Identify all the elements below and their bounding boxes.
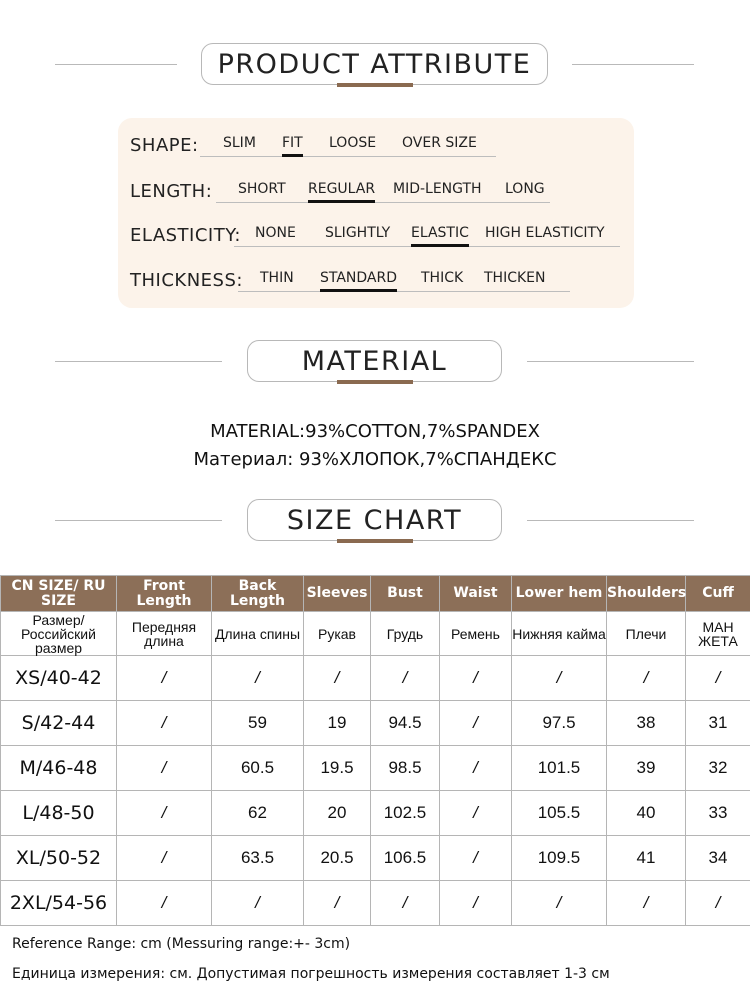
table-cell: / — [371, 881, 440, 926]
table-cell: 20.5 — [304, 836, 371, 881]
table-cell: / — [117, 836, 212, 881]
size-cell: XS/40-42 — [1, 656, 117, 701]
table-cell: / — [117, 656, 212, 701]
table-cell: / — [371, 656, 440, 701]
table-row — [1, 836, 750, 881]
table-cell: / — [304, 656, 371, 701]
header-right-rule — [527, 361, 694, 362]
column-header-ru: Передняя длина — [117, 612, 212, 656]
attribute-section-header — [0, 43, 750, 93]
table-row — [1, 791, 750, 836]
table-cell: / — [117, 701, 212, 746]
size-chart-title-pill — [247, 499, 502, 541]
table-cell: 59 — [212, 701, 304, 746]
attr-option: LOOSE — [329, 135, 377, 151]
attr-row-length — [118, 178, 634, 218]
table-cell: / — [212, 881, 304, 926]
header-left-rule — [55, 361, 222, 362]
attr-label: THICKNESS: — [130, 270, 243, 291]
table-cell: 109.5 — [512, 836, 607, 881]
table-cell: 38 — [607, 701, 686, 746]
table-cell: / — [440, 881, 512, 926]
table-cell: 20 — [304, 791, 371, 836]
material-section-header — [0, 340, 750, 390]
table-header-ru-row — [1, 612, 750, 656]
material-title-pill — [247, 340, 502, 382]
table-cell: / — [440, 701, 512, 746]
table-cell: 101.5 — [512, 746, 607, 791]
attr-option: HIGH ELASTICITY — [485, 225, 605, 241]
table-cell: 94.5 — [371, 701, 440, 746]
attr-label: LENGTH: — [130, 181, 213, 202]
attr-option: SHORT — [238, 181, 286, 197]
column-header: Sleeves — [304, 576, 371, 612]
table-cell: 102.5 — [371, 791, 440, 836]
header-accent-bar — [337, 83, 413, 87]
table-header-row — [1, 576, 750, 612]
table-cell: / — [440, 656, 512, 701]
table-row — [1, 656, 750, 701]
size-chart-table — [0, 575, 750, 926]
table-cell: 39 — [607, 746, 686, 791]
size-cell: XL/50-52 — [1, 836, 117, 881]
table-cell: / — [686, 881, 750, 926]
column-header: Lower hem — [512, 576, 607, 612]
table-cell: / — [117, 791, 212, 836]
column-header-ru: Нижняя кайма — [512, 612, 607, 656]
table-cell: / — [512, 881, 607, 926]
reference-note-en: Reference Range: cm (Messuring range:+- 3cm) — [12, 936, 351, 952]
attribute-title: PRODUCT ATTRIBUTE — [217, 48, 532, 80]
column-header-ru: Длина спины — [212, 612, 304, 656]
column-header-ru: Рукав — [304, 612, 371, 656]
attr-option: LONG — [505, 181, 545, 197]
attribute-panel — [118, 118, 634, 308]
column-header: Shoulders — [607, 576, 686, 612]
size-chart-section-header — [0, 499, 750, 549]
size-cell: L/48-50 — [1, 791, 117, 836]
table-cell: / — [607, 881, 686, 926]
table-cell: 41 — [607, 836, 686, 881]
header-accent-bar — [337, 539, 413, 543]
table-row — [1, 701, 750, 746]
attr-baseline — [216, 202, 550, 203]
table-cell: 63.5 — [212, 836, 304, 881]
table-cell: / — [607, 656, 686, 701]
attr-option: THICK — [421, 270, 464, 286]
table-cell: 33 — [686, 791, 750, 836]
column-header-ru: Ремень — [440, 612, 512, 656]
attr-option: OVER SIZE — [402, 135, 477, 151]
table-row — [1, 746, 750, 791]
table-cell: 60.5 — [212, 746, 304, 791]
attr-option: THIN — [260, 270, 294, 286]
table-cell: 31 — [686, 701, 750, 746]
attr-option-selected: REGULAR — [308, 181, 376, 197]
attr-row-thickness — [118, 267, 634, 307]
attr-label: ELASTICITY: — [130, 225, 241, 246]
attr-option: SLIGHTLY — [325, 225, 391, 241]
attr-option: NONE — [255, 225, 296, 241]
table-cell: 40 — [607, 791, 686, 836]
material-line-ru: Материал: 93%ХЛОПОК,7%СПАНДЕКС — [193, 449, 557, 470]
column-header-ru: МАН ЖЕТА — [686, 612, 750, 656]
size-cell: 2XL/54-56 — [1, 881, 117, 926]
table-cell: 98.5 — [371, 746, 440, 791]
column-header-ru: Плечи — [607, 612, 686, 656]
table-cell: / — [512, 656, 607, 701]
header-right-rule — [527, 520, 694, 521]
attr-row-elasticity — [118, 222, 634, 262]
table-cell: 34 — [686, 836, 750, 881]
size-cell: M/46-48 — [1, 746, 117, 791]
column-header: Back Length — [212, 576, 304, 612]
attr-option: SLIM — [223, 135, 256, 151]
header-left-rule — [55, 64, 177, 65]
attr-label: SHAPE: — [130, 135, 199, 156]
table-cell: / — [440, 746, 512, 791]
table-cell: 19.5 — [304, 746, 371, 791]
table-cell: 105.5 — [512, 791, 607, 836]
header-right-rule — [572, 64, 694, 65]
size-chart-title: SIZE CHART — [286, 504, 463, 536]
table-cell: 19 — [304, 701, 371, 746]
material-title: MATERIAL — [301, 345, 448, 377]
attr-option: MID-LENGTH — [393, 181, 482, 197]
reference-note-ru: Единица измерения: см. Допустимая погрешность измерения составляет 1-3 см — [12, 966, 610, 982]
attribute-title-pill — [201, 43, 548, 85]
column-header: Front Length — [117, 576, 212, 612]
table-cell: / — [304, 881, 371, 926]
table-cell: 32 — [686, 746, 750, 791]
table-cell: / — [117, 746, 212, 791]
column-header: Cuff — [686, 576, 750, 612]
table-cell: 97.5 — [512, 701, 607, 746]
header-accent-bar — [337, 380, 413, 384]
table-cell: / — [440, 791, 512, 836]
column-header-ru: Грудь — [371, 612, 440, 656]
attr-row-shape — [118, 132, 634, 172]
attr-option-selected: FIT — [282, 135, 303, 151]
column-header: Waist — [440, 576, 512, 612]
table-cell: / — [440, 836, 512, 881]
size-cell: S/42-44 — [1, 701, 117, 746]
table-cell: 106.5 — [371, 836, 440, 881]
column-header: CN SIZE/ RU SIZE — [1, 576, 117, 612]
header-left-rule — [55, 520, 222, 521]
column-header-ru: Размер/ Российский размер — [1, 612, 117, 656]
table-cell: / — [686, 656, 750, 701]
table-cell: 62 — [212, 791, 304, 836]
attr-option-selected: ELASTIC — [411, 225, 469, 241]
material-line-en: MATERIAL:93%COTTON,7%SPANDEX — [210, 421, 540, 442]
table-row — [1, 881, 750, 926]
attr-option-selected: STANDARD — [320, 270, 398, 286]
table-cell: / — [117, 881, 212, 926]
attr-baseline — [238, 291, 570, 292]
attr-option: THICKEN — [484, 270, 546, 286]
table-cell: / — [212, 656, 304, 701]
column-header: Bust — [371, 576, 440, 612]
attr-baseline — [200, 156, 496, 157]
